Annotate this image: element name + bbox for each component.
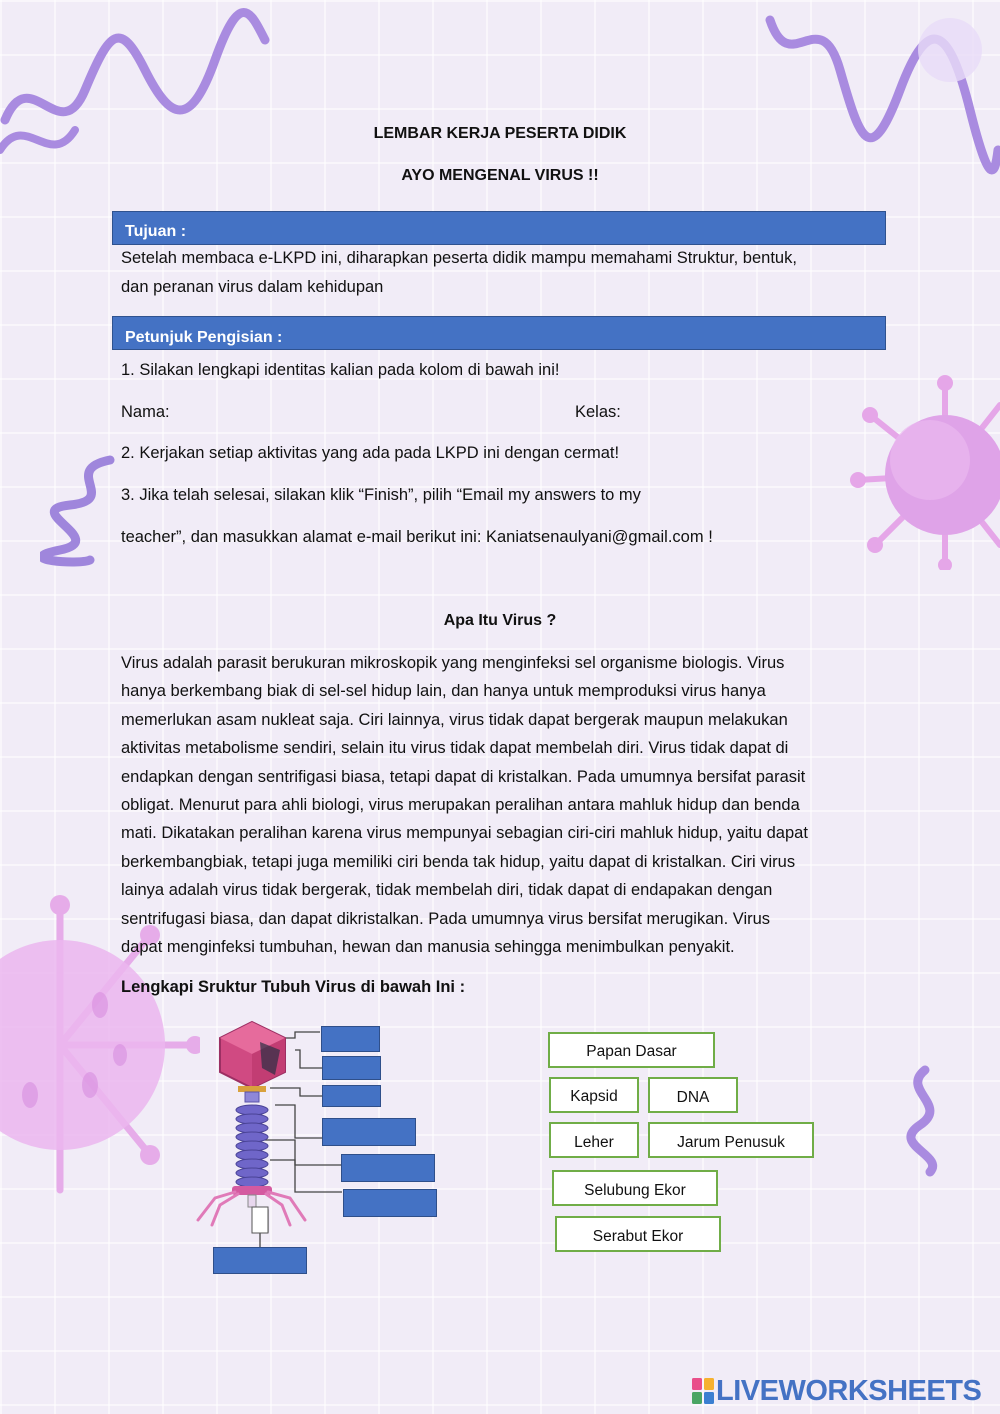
answer-box-7[interactable]: [213, 1247, 307, 1274]
word-selubung-ekor[interactable]: Selubung Ekor: [552, 1170, 718, 1206]
answer-box-6[interactable]: [343, 1189, 437, 1217]
word-papan-dasar[interactable]: Papan Dasar: [548, 1032, 715, 1068]
tujuan-heading-bar: [112, 211, 886, 245]
paragraph-line: obligat. Menurut para ahli biologi, virus merupakan peralihan antara mahluk hidup dan benda: [121, 796, 800, 815]
paragraph-line: endapkan dengan sentrifigasi biasa, tetapi dapat di kristalkan. Pada umumnya bersifat parasit: [121, 767, 806, 786]
answer-box-3[interactable]: [322, 1085, 381, 1107]
paragraph-line: hanya berkembang biak di sel-sel hidup lain, dan hanya untuk memproduksi virus hanya: [121, 682, 766, 701]
petunjuk-heading-bar: [112, 316, 886, 350]
answer-box-5[interactable]: [341, 1154, 435, 1182]
word-leher[interactable]: Leher: [549, 1122, 639, 1158]
petunjuk-heading: Petunjuk Pengisian :: [125, 329, 283, 346]
nama-input[interactable]: [180, 400, 560, 424]
liveworksheets-logo-icon: [692, 1378, 714, 1404]
answer-box-4[interactable]: [322, 1118, 416, 1146]
section-heading: Apa Itu Virus ?: [443, 612, 557, 629]
paragraph-line: sentrifugasi biasa, dan dapat dikristalkan. Pada umumnya virus bersifat merugikan. Virus: [121, 909, 771, 928]
paragraph-line: mati. Dikatakan peralihan karena virus mempunyai sebagian ciri-ciri mahluk hidup, yaitu dapat: [121, 824, 808, 843]
petunjuk-step3-line2: teacher”, dan masukkan alamat e-mail berikut ini: Kaniatsenaulyani@gmail.com !: [121, 528, 713, 546]
kelas-label: Kelas:: [575, 403, 621, 421]
virus-paragraph: [121, 649, 879, 961]
word-kapsid[interactable]: Kapsid: [549, 1077, 639, 1113]
word-dna[interactable]: DNA: [648, 1077, 738, 1113]
answer-box-1[interactable]: [321, 1026, 380, 1052]
tujuan-text-line2: dan peranan virus dalam kehidupan: [121, 278, 384, 296]
squiggle-decoration-right-bottom: [895, 1060, 965, 1180]
petunjuk-step3-line1: 3. Jika telah selesai, silakan klik “Finish”, pilih “Email my answers to my: [121, 486, 641, 504]
tujuan-heading: Tujuan :: [125, 223, 187, 240]
petunjuk-step1: 1. Silakan lengkapi identitas kalian pada kolom di bawah ini!: [121, 361, 560, 379]
paragraph-line: berkembangbiak, tetapi juga memiliki ciri benda tak hidup, yaitu dapat di kristalkan. Ciri virus: [121, 852, 796, 871]
activity-instruction: Lengkapi Sruktur Tubuh Virus di bawah Ini :: [121, 978, 466, 996]
kelas-input[interactable]: [628, 400, 878, 424]
petunjuk-step2: 2. Kerjakan setiap aktivitas yang ada pada LKPD ini dengan cermat!: [121, 444, 620, 462]
page-subtitle: AYO MENGENAL VIRUS !!: [401, 167, 599, 184]
nama-label: Nama:: [121, 403, 170, 421]
page-title: LEMBAR KERJA PESERTA DIDIK: [373, 125, 627, 142]
paragraph-line: memerlukan asam nukleat saja. Ciri lainnya, virus tidak dapat bergerak maupun melakukan: [121, 710, 788, 729]
paragraph-line: aktivitas metabolisme sendiri, selain itu virus tidak dapat membelah diri. Virus tidak dapat di: [121, 739, 789, 758]
squiggle-decoration-left: [40, 450, 130, 570]
liveworksheets-logo-text: LIVEWORKSHEETS: [716, 1375, 982, 1407]
paragraph-line: lainya adalah virus tidak bergerak, tidak membelah diri, tidak dapat di endapakan dengan: [121, 881, 773, 900]
word-serabut-ekor[interactable]: Serabut Ekor: [555, 1216, 721, 1252]
squiggle-decoration-top-right: [760, 0, 1000, 190]
tujuan-text-line1: Setelah membaca e-LKPD ini, diharapkan peserta didik mampu memahami Struktur, bentuk,: [121, 249, 797, 267]
bacteriophage-diagram: [190, 1020, 450, 1280]
answer-box-2[interactable]: [322, 1056, 381, 1080]
squiggle-decoration-top-left: [0, 0, 270, 170]
liveworksheets-brand: [692, 1376, 992, 1406]
word-jarum-penusuk[interactable]: Jarum Penusuk: [648, 1122, 814, 1158]
paragraph-line: Virus adalah parasit berukuran mikroskopik yang menginfeksi sel organisme biologis. Virus: [121, 654, 785, 672]
paragraph-line: dapat menginfeksi tumbuhan, hewan dan manusia sehingga menimbulkan penyakit.: [121, 938, 735, 957]
